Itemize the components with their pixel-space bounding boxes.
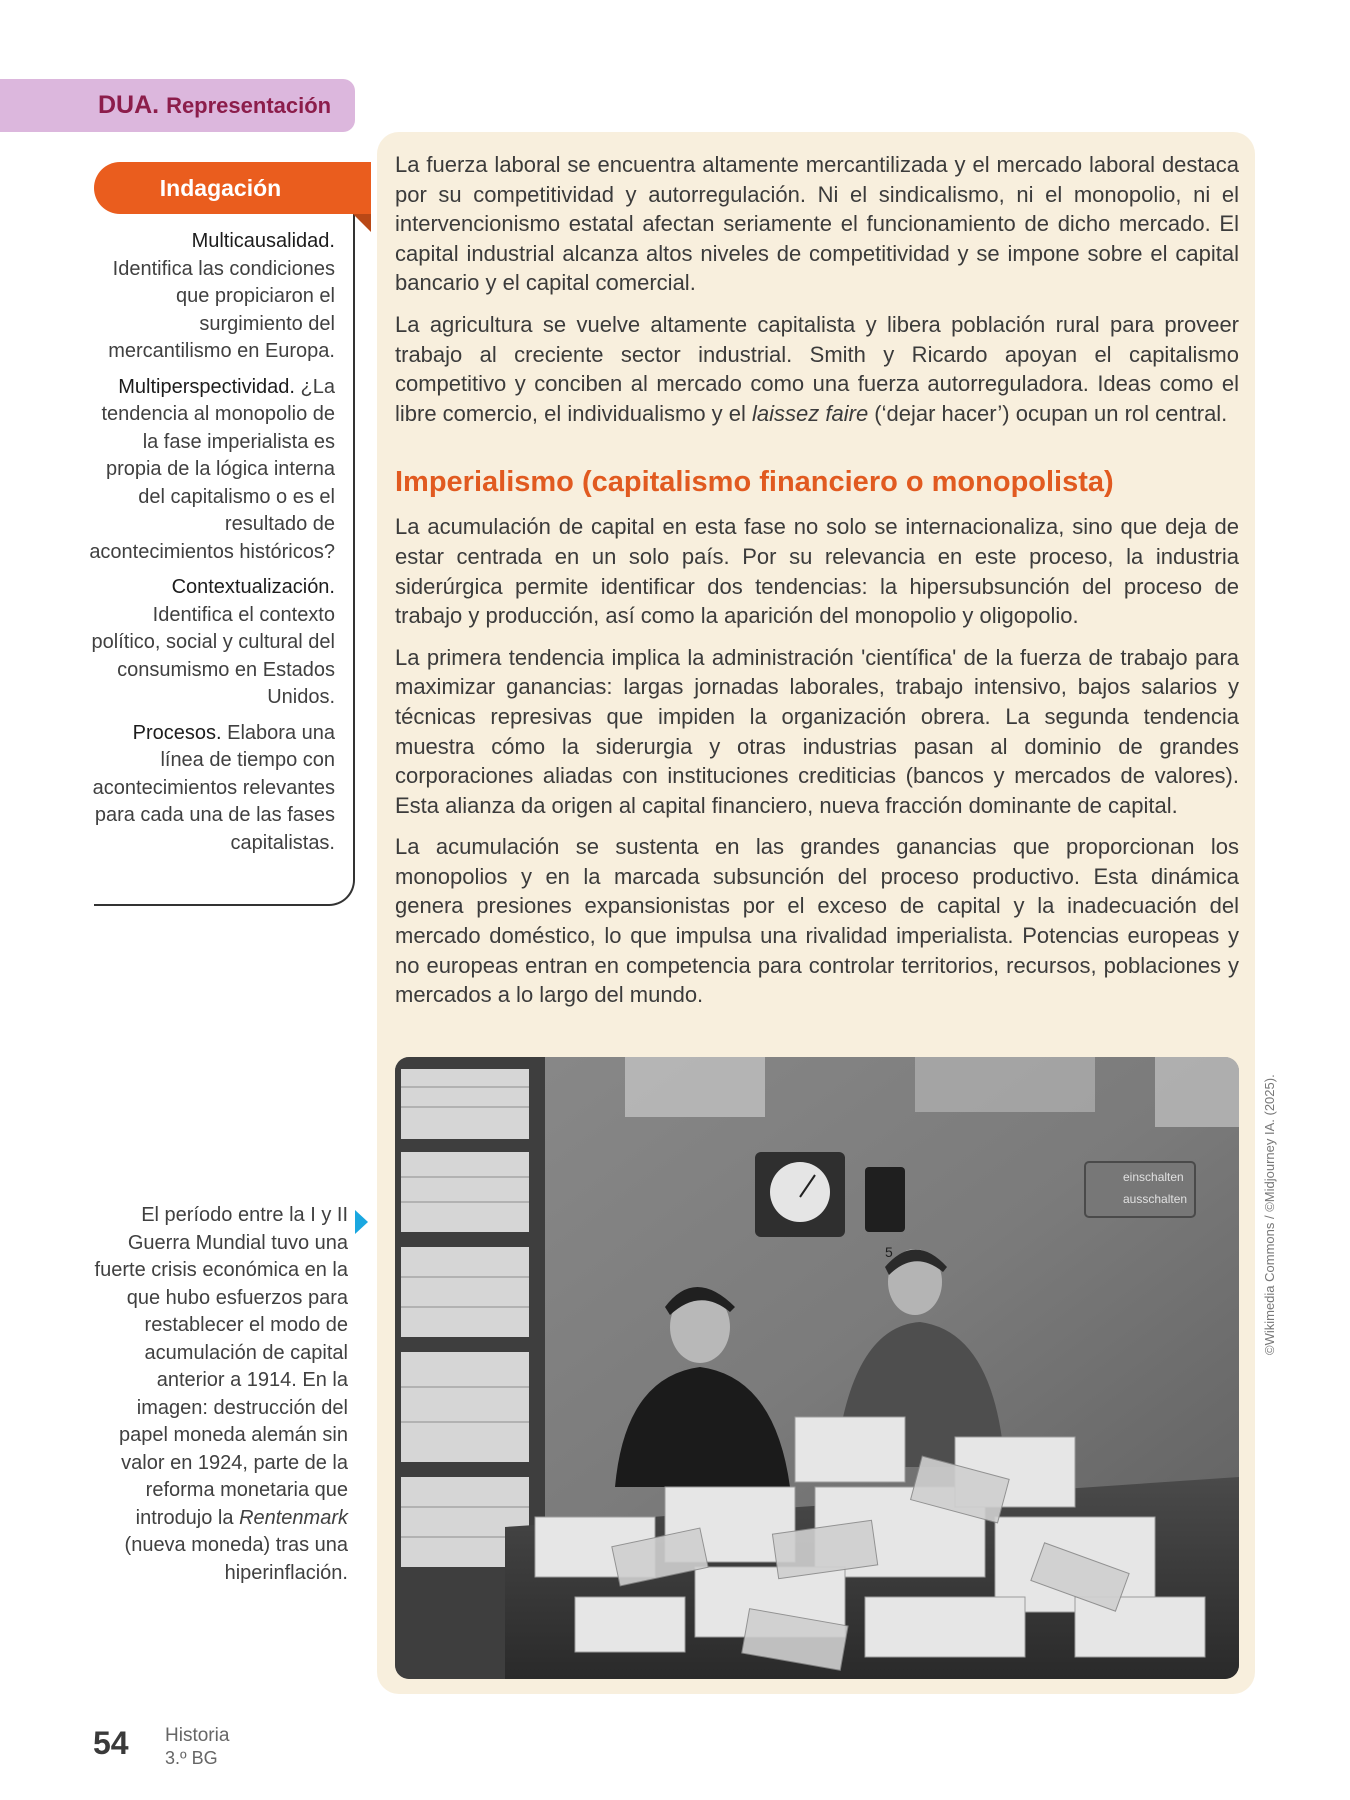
footer-subject: Historia bbox=[165, 1725, 230, 1746]
dua-label-sub: Representación bbox=[166, 93, 332, 118]
indagacion-item bbox=[86, 228, 335, 366]
caption-italic: Rentenmark bbox=[239, 1506, 348, 1529]
indagacion-term: Contextualización. bbox=[171, 576, 335, 598]
paragraph-italic: laissez faire bbox=[752, 400, 869, 426]
paragraph-part: (‘dejar hacer’) ocupan un rol central. bbox=[868, 400, 1228, 426]
paragraph-part: La agricultura se vuelve altamente capitalista y libera población rural para proveer trabajo al creciente sector industrial. Smith y Ricardo apoyan el capitalismo competitivo y conciben al mercado como una fuerza autorreguladora. Ideas como el libre comercio, el individualismo y el bbox=[395, 311, 1239, 426]
meter-number: 5 bbox=[885, 1244, 893, 1260]
sign-label-2: ausschalten bbox=[1123, 1192, 1188, 1206]
photo-caption bbox=[90, 1202, 348, 1587]
indagacion-item bbox=[86, 720, 335, 858]
indagacion-text: ¿La tendencia al monopolio de la fase imperialista es propia de la lógica interna del capitalismo o es el resultado de acontecimientos históricos? bbox=[89, 375, 335, 563]
photo-credit bbox=[1262, 1055, 1280, 1355]
sign-label-1: einschalten bbox=[1123, 1170, 1184, 1184]
indagacion-item bbox=[86, 374, 335, 567]
main-text bbox=[395, 150, 1239, 1022]
dua-tab bbox=[0, 79, 355, 132]
caption-text: El período entre la I y II Guerra Mundial tuvo una fuerte crisis económica en la que hubo esfuerzos para restablecer el modo de acumulación de capital anterior a 1914. En la imagen: destrucción del papel moneda alemán sin valor en 1924, parte de la reforma monetaria que introdujo la bbox=[94, 1204, 348, 1529]
paragraph bbox=[395, 310, 1239, 428]
paragraph: La acumulación de capital en esta fase no solo se internacionaliza, sino que deja de estar centrada en un solo país. Por su relevancia en este proceso, la industria siderúrgica permite identificar dos tendencias: la hipersubsunción del proceso de trabajo y producción, así como la aparición del monopolio y oligopolio. bbox=[395, 514, 1239, 629]
indagacion-content bbox=[86, 228, 335, 865]
page-number: 54 bbox=[93, 1725, 129, 1761]
footer-grade: 3.º BG bbox=[165, 1748, 218, 1768]
indagacion-text: Elabora una línea de tiempo con acontecimientos relevantes para cada una de las fases capitalistas. bbox=[92, 721, 335, 854]
photo-credit-text: ©Wikimedia Commons / ©Midjourney IA. (2025). bbox=[1262, 1074, 1277, 1355]
indagacion-title: Indagación bbox=[159, 175, 282, 201]
paragraph: La acumulación se sustenta en las grandes ganancias que proporcionan los monopolios y en la marcada subsunción del proceso productivo. Esta dinámica genera presiones expansionistas por el exceso de capital y la inadecuación del mercado doméstico, lo que impulsa una rivalidad imperialista. Potencias europeas y no europeas entran en competencia para controlar territorios, recursos, poblaciones y mercados a lo largo del mundo. bbox=[395, 834, 1239, 1008]
indagacion-text: Identifica el contexto político, social y cultural del consumismo en Estados Unidos. bbox=[91, 603, 335, 708]
indagacion-text: Identifica las condiciones que propiciaron el surgimiento del mercantilismo en Europa. bbox=[108, 257, 335, 362]
indagacion-term: Multicausalidad. bbox=[191, 230, 335, 252]
indagacion-header bbox=[94, 162, 371, 214]
indagacion-item bbox=[86, 574, 335, 712]
section-heading: Imperialismo (capitalismo financiero o monopolista) bbox=[395, 466, 1114, 499]
dua-label bbox=[98, 91, 331, 120]
historical-photo bbox=[395, 1057, 1239, 1679]
paragraph: La primera tendencia implica la administración 'científica' de la fuerza de trabajo para maximizar ganancias: largas jornadas laborales, trabajo intensivo, bajos salarios y técnicas represivas que impiden la organización obrera. La segunda tendencia muestra cómo la siderurgia y otras industrias pasan al dominio de grandes corporaciones aliadas con instituciones crediticias (bancos y mercados de valores). Esta alianza da origen al capital financiero, nueva fracción dominante de capital. bbox=[395, 644, 1239, 818]
caption-text-end: (nueva moneda) tras una hiperinflación. bbox=[124, 1534, 348, 1584]
paragraph: La fuerza laboral se encuentra altamente mercantilizada y el mercado laboral destaca por su competitividad y autorregulación. Ni el sindicalismo, ni el monopolio, ni el intervencionismo estatal afectan seriamente el funcionamiento de dicho mercado. El capital industrial alcanza altos niveles de competitividad y se impone sobre el capital bancario y el capital comercial. bbox=[395, 152, 1239, 296]
dua-label-main: DUA. bbox=[98, 91, 160, 119]
indagacion-term: Multiperspectividad. bbox=[118, 375, 295, 398]
indagacion-term: Procesos. bbox=[132, 721, 222, 744]
photo-illustration bbox=[395, 1057, 1239, 1679]
caption-arrow-icon bbox=[355, 1210, 368, 1234]
